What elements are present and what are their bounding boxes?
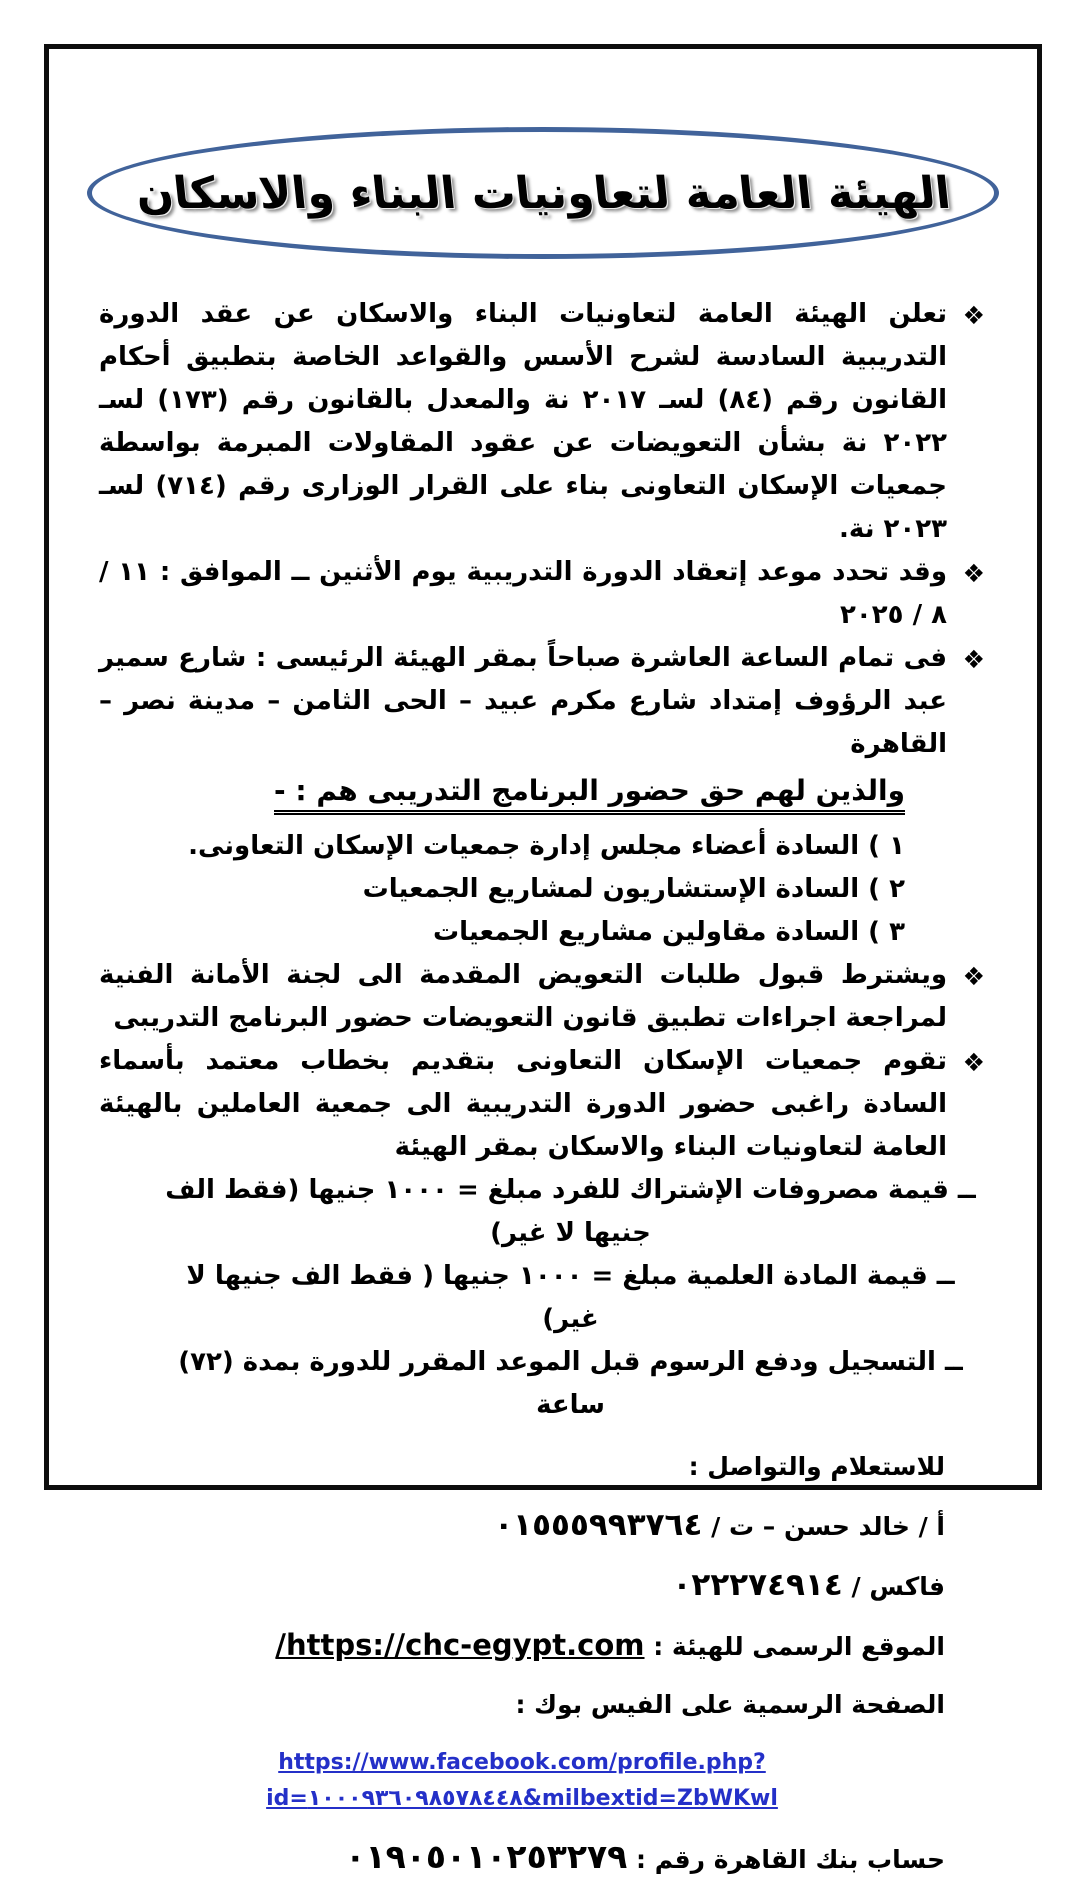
diamond-bullet-icon: ❖	[962, 1048, 985, 1077]
announcement-paragraph	[99, 637, 987, 766]
header-ellipse	[87, 127, 999, 259]
paragraph-text: تقوم جمعيات الإسكان التعاونى بتقديم بخطاب معتمد بأسماء السادة راغبى حضور الدورة التدريبية الى جمعية العاملين بالهيئة العامة لتعاونيات البناء والاسكان بمقر الهيئة	[99, 1046, 947, 1162]
announcement-paragraph	[99, 551, 987, 637]
contact-section	[99, 1449, 945, 1878]
website-link[interactable]: https://chc-egypt.com/	[275, 1628, 645, 1662]
eligibility-section	[99, 774, 905, 954]
contact-heading: للاستعلام والتواصل :	[688, 1452, 945, 1481]
document-body	[49, 293, 1037, 1878]
diamond-bullet-icon: ❖	[962, 645, 985, 674]
paragraph-text: وقد تحدد موعد إتعقاد الدورة التدريبية يوم الأثنين ــ الموافق : ١١ / ٨ / ٢٠٢٥	[99, 557, 947, 630]
eligibility-items	[99, 825, 905, 954]
diamond-bullet-icon: ❖	[962, 559, 985, 588]
facebook-link[interactable]: https://www.facebook.com/profile.php?id=١٠٠٠٩٣٦٠٩٨٥٧٨٤٤٨&milbextid=ZbWKwl	[266, 1750, 778, 1811]
list-item: ١ ) السادة أعضاء مجلس إدارة جمعيات الإسكان التعاونى.	[188, 831, 905, 861]
fax-row	[99, 1567, 945, 1605]
diamond-bullet-icon: ❖	[962, 301, 985, 330]
bank-label: حساب بنك القاهرة رقم :	[636, 1845, 945, 1874]
list-item: ٢ ) السادة الإستشاريون لمشاريع الجمعيات	[362, 874, 905, 904]
bank-account-number: ٠١٩٠٥٠١٠٢٥٣٢٧٩	[345, 1837, 628, 1876]
bank-account-row	[99, 1839, 945, 1878]
organization-title: الهيئة العامة لتعاونيات البناء والاسكان	[133, 167, 953, 219]
facebook-label-row	[99, 1687, 945, 1723]
phone-number: ٠١٥٥٥٩٩٣٧٦٤	[494, 1507, 703, 1543]
eligibility-heading: والذين لهم حق حضور البرنامج التدريبى هم : -	[274, 774, 905, 815]
facebook-label: الصفحة الرسمية على الفيس بوك :	[515, 1690, 945, 1719]
paragraph-text: فى تمام الساعة العاشرة صباحاً بمقر الهيئة الرئيسى : شارع سمير عبد الرؤوف إمتداد شارع مكرم عبيد – الحى الثامن – مدينة نصر – القاهرة	[99, 643, 947, 759]
fee-line: ــ التسجيل ودفع الرسوم قبل الموعد المقرر للدورة بمدة (٧٢) ساعة	[178, 1347, 963, 1420]
phone-label: أ / خالد حسن – ت /	[711, 1512, 945, 1541]
website-label: الموقع الرسمى للهيئة :	[653, 1632, 945, 1661]
phone-row	[99, 1507, 945, 1545]
announcement-list	[99, 293, 987, 766]
condition-paragraph	[99, 954, 987, 1040]
paragraph-text: ويشترط قبول طلبات التعويض المقدمة الى لجنة الأمانة الفنية لمراجعة اجراءات تطبيق قانون التعويضات حضور البرنامج التدريبى	[99, 960, 947, 1033]
page-border-frame	[44, 44, 1042, 1876]
fee-line: ــ قيمة المادة العلمية مبلغ = ١٠٠٠ جنيها ( فقط الف جنيها لا غير)	[186, 1261, 955, 1334]
fees-section	[99, 1169, 987, 1427]
website-row	[99, 1627, 945, 1665]
diamond-bullet-icon: ❖	[962, 962, 985, 991]
facebook-link-row	[99, 1745, 945, 1817]
list-item: ٣ ) السادة مقاولين مشاريع الجمعيات	[433, 917, 905, 947]
condition-paragraph	[99, 1040, 987, 1169]
fee-line: ــ قيمة مصروفات الإشتراك للفرد مبلغ = ١٠٠٠ جنيها (فقط الف جنيها لا غير)	[165, 1175, 976, 1248]
fax-number: ٠٢٢٢٧٤٩١٤	[672, 1567, 843, 1603]
announcement-paragraph	[99, 293, 987, 551]
conditions-list	[99, 954, 987, 1169]
fax-label: فاكس /	[851, 1572, 945, 1601]
paragraph-text: تعلن الهيئة العامة لتعاونيات البناء والاسكان عن عقد الدورة التدريبية السادسة لشرح الأسس والقواعد الخاصة بتطبيق أحكام القانون رقم (٨٤) لسـ ٢٠١٧ نة والمعدل بالقانون رقم (١٧٣) لسـ ٢٠٢٢ نة بشأن التعويضات عن عقود المقاولات المبرمة بواسطة جمعيات الإسكان التعاونى بناء على القرار الوزارى رقم (٧١٤) لسـ ٢٠٢٣ نة.	[99, 299, 948, 544]
